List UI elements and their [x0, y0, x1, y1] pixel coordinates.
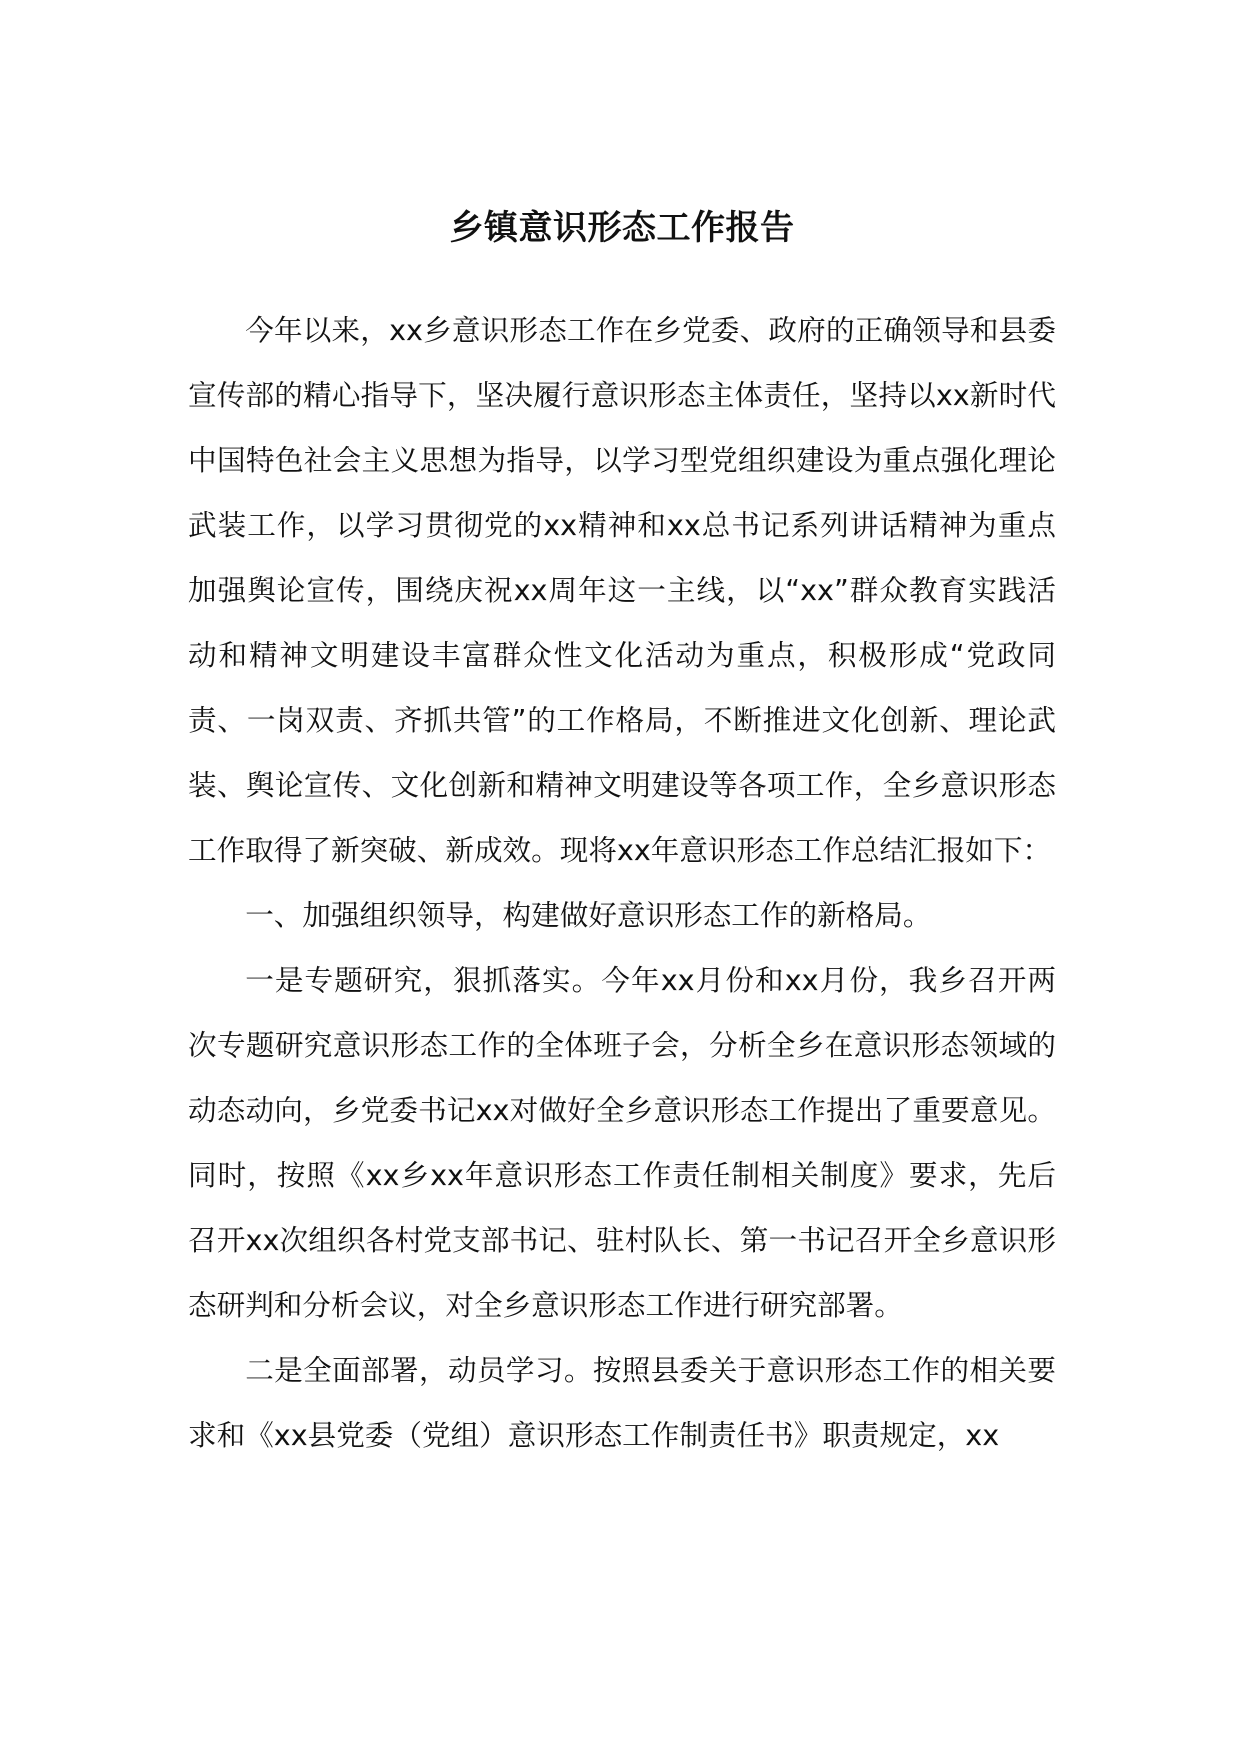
- paragraph-point-2: 二是全面部署，动员学习。按照县委关于意识形态工作的相关要求和《xx县党委（党组）意识形态工作制责任书》职责规定，xx: [188, 1353, 1056, 1452]
- document-title: 乡镇意识形态工作报告: [449, 208, 795, 248]
- paragraph-intro: 今年以来，xx乡意识形态工作在乡党委、政府的正确领导和县委宣传部的精心指导下，坚决履行意识形态主体责任，坚持以xx新时代中国特色社会主义思想为指导，以学习型党组织建设为重点强化理论武装工作，以学习贯彻党的xx精神和xx总书记系列讲话精神为重点加强舆论宣传，围绕庆祝xx周年这一主线，以“xx”群众教育实践活动和精神文明建设丰富群众性文化活动为重点，积极形成“党政同责、一岗双责、齐抓共管”的工作格局，不断推进文化创新、理论武装、舆论宣传、文化创新和精神文明建设等各项工作，全乡意识形态工作取得了新突破、新成效。现将xx年意识形态工作总结汇报如下：: [188, 313, 1056, 867]
- document-content: [188, 196, 1056, 1468]
- paragraph-point-1: 一是专题研究，狠抓落实。今年xx月份和xx月份，我乡召开两次专题研究意识形态工作的全体班子会，分析全乡在意识形态领域的动态动向，乡党委书记xx对做好全乡意识形态工作提出了重要意见。同时，按照《xx乡xx年意识形态工作责任制相关制度》要求，先后召开xx次组织各村党支部书记、驻村队长、第一书记召开全乡意识形态研判和分析会议，对全乡意识形态工作进行研究部署。: [188, 963, 1057, 1322]
- section-heading-1: 一、加强组织领导，构建做好意识形态工作的新格局。: [245, 898, 932, 932]
- document-body: [188, 298, 1056, 1468]
